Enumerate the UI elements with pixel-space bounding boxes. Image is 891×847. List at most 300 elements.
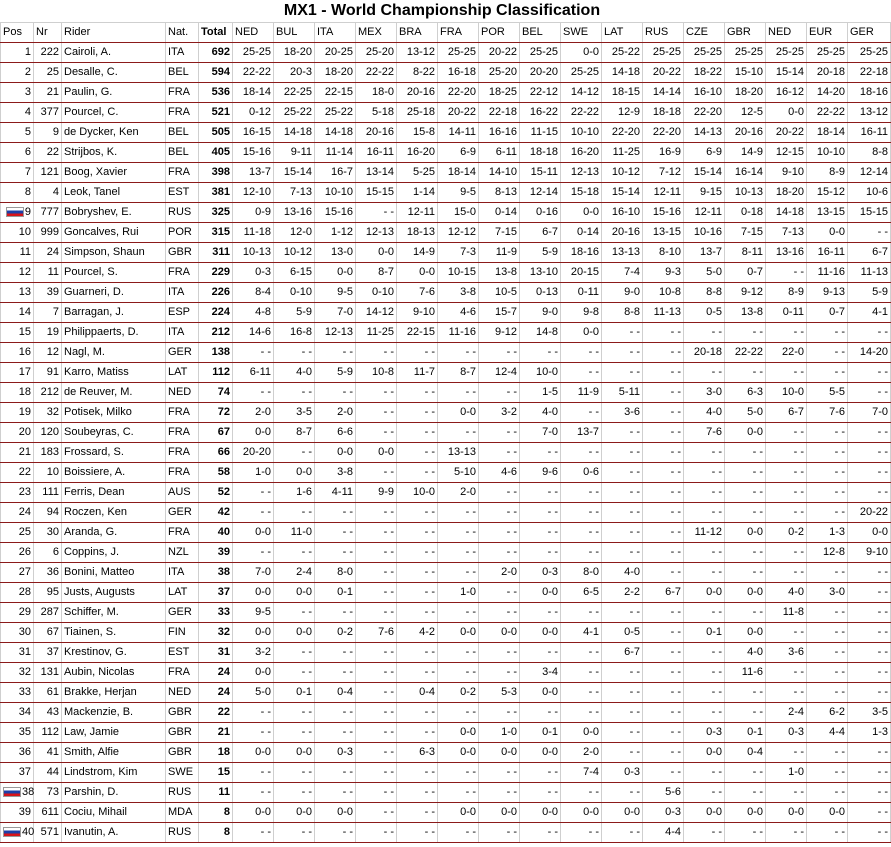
result-cell: 18-20 <box>766 183 807 203</box>
total-cell: 505 <box>199 123 233 143</box>
result-cell: 5-0 <box>725 403 766 423</box>
header-row <box>1 23 891 43</box>
result-cell: 0-2 <box>438 683 479 703</box>
rider-cell: Philippaerts, D. <box>62 323 166 343</box>
column-header-round-16: GER <box>848 23 891 43</box>
result-cell: - - <box>643 723 684 743</box>
result-cell: 15-14 <box>766 63 807 83</box>
result-cell: 10-12 <box>274 243 315 263</box>
result-cell: - - <box>807 783 848 803</box>
result-cell: 6-3 <box>725 383 766 403</box>
result-cell: - - <box>561 363 602 383</box>
result-cell: 4-8 <box>233 303 274 323</box>
result-cell: 25-18 <box>397 103 438 123</box>
nr-cell: 95 <box>34 583 62 603</box>
result-cell: 12-13 <box>315 323 356 343</box>
total-cell: 52 <box>199 483 233 503</box>
result-cell: 0-1 <box>520 723 561 743</box>
total-cell: 15 <box>199 763 233 783</box>
rider-cell: Goncalves, Rui <box>62 223 166 243</box>
result-cell: 0-3 <box>520 563 561 583</box>
result-cell: - - <box>684 323 725 343</box>
pos-cell: 26 <box>1 543 34 563</box>
nat-cell: RUS <box>166 203 199 223</box>
result-cell: 11-18 <box>233 223 274 243</box>
pos-cell: 39 <box>1 803 34 823</box>
result-cell: - - <box>397 503 438 523</box>
total-cell: 74 <box>199 383 233 403</box>
result-cell: 12-4 <box>479 363 520 383</box>
result-cell: - - <box>397 583 438 603</box>
result-cell: - - <box>684 463 725 483</box>
result-cell: 6-3 <box>397 743 438 763</box>
result-cell: - - <box>397 723 438 743</box>
result-cell: 5-6 <box>643 783 684 803</box>
result-cell: 15-0 <box>438 203 479 223</box>
result-cell: 1-6 <box>274 483 315 503</box>
result-cell: - - <box>807 683 848 703</box>
result-cell: - - <box>438 343 479 363</box>
result-cell: 0-0 <box>233 743 274 763</box>
result-cell: 8-8 <box>684 283 725 303</box>
pos-cell: 25 <box>1 523 34 543</box>
result-cell: - - <box>807 623 848 643</box>
result-cell: 11-9 <box>561 383 602 403</box>
result-cell: 11-16 <box>438 323 479 343</box>
pos-value: 9 <box>24 206 31 218</box>
table-row <box>1 323 891 343</box>
result-cell: 3-0 <box>807 583 848 603</box>
table-row <box>1 623 891 643</box>
result-cell: 20-22 <box>643 63 684 83</box>
result-cell: 6-7 <box>602 643 643 663</box>
result-cell: - - <box>766 463 807 483</box>
result-cell: - - <box>602 483 643 503</box>
result-cell: - - <box>315 343 356 363</box>
column-header-round-13: GBR <box>725 23 766 43</box>
result-cell: 0-5 <box>602 623 643 643</box>
result-cell: - - <box>684 543 725 563</box>
result-cell: 0-0 <box>725 803 766 823</box>
result-cell: - - <box>397 643 438 663</box>
table-row <box>1 523 891 543</box>
result-cell: 0-0 <box>233 803 274 823</box>
nat-cell: FRA <box>166 463 199 483</box>
result-cell: 20-20 <box>520 63 561 83</box>
rider-cell: Cociu, Mihail <box>62 803 166 823</box>
result-cell: 18-16 <box>561 243 602 263</box>
nr-cell: 571 <box>34 823 62 843</box>
result-cell: 5-25 <box>397 163 438 183</box>
nat-cell: GBR <box>166 243 199 263</box>
total-cell: 67 <box>199 423 233 443</box>
result-cell: 7-0 <box>233 563 274 583</box>
result-cell: 0-3 <box>315 743 356 763</box>
total-cell: 536 <box>199 83 233 103</box>
result-cell: - - <box>520 783 561 803</box>
result-cell: 10-10 <box>315 183 356 203</box>
result-cell: 10-0 <box>520 363 561 383</box>
rider-cell: Bonini, Matteo <box>62 563 166 583</box>
nat-cell: BEL <box>166 123 199 143</box>
result-cell: 22-25 <box>274 83 315 103</box>
result-cell: - - <box>848 223 891 243</box>
result-cell: 1-0 <box>479 723 520 743</box>
pos-cell: 6 <box>1 143 34 163</box>
result-cell: 9-11 <box>274 143 315 163</box>
result-cell: 0-10 <box>356 283 397 303</box>
total-cell: 39 <box>199 543 233 563</box>
rider-cell: Justs, Augusts <box>62 583 166 603</box>
result-cell: - - <box>643 383 684 403</box>
pos-cell: 24 <box>1 503 34 523</box>
result-cell: 0-0 <box>438 623 479 643</box>
nat-cell: GER <box>166 603 199 623</box>
result-cell: 0-0 <box>315 263 356 283</box>
result-cell: 0-7 <box>807 303 848 323</box>
nat-cell: GBR <box>166 743 199 763</box>
result-cell: 22-18 <box>848 63 891 83</box>
nat-cell: GER <box>166 503 199 523</box>
result-cell: - - <box>602 463 643 483</box>
pos-cell <box>1 783 34 803</box>
result-cell: - - <box>807 483 848 503</box>
result-cell: 0-0 <box>233 423 274 443</box>
result-cell: 20-18 <box>807 63 848 83</box>
result-cell: 0-0 <box>561 723 602 743</box>
nr-cell: 41 <box>34 743 62 763</box>
result-cell: - - <box>356 803 397 823</box>
result-cell: 9-12 <box>479 323 520 343</box>
result-cell: 22-15 <box>397 323 438 343</box>
pos-cell: 17 <box>1 363 34 383</box>
result-cell: 13-15 <box>807 203 848 223</box>
pos-cell: 30 <box>1 623 34 643</box>
result-cell: 20-16 <box>725 123 766 143</box>
result-cell: - - <box>397 343 438 363</box>
column-header-round-14: NED <box>766 23 807 43</box>
rider-cell: Coppins, J. <box>62 543 166 563</box>
result-cell: 22-22 <box>233 63 274 83</box>
result-cell: 14-9 <box>725 143 766 163</box>
table-row <box>1 823 891 843</box>
nr-cell: 94 <box>34 503 62 523</box>
result-cell: 12-5 <box>725 103 766 123</box>
table-row <box>1 703 891 723</box>
table-row <box>1 803 891 823</box>
pos-cell: 16 <box>1 343 34 363</box>
result-cell: 12-13 <box>561 163 602 183</box>
result-cell: 7-13 <box>274 183 315 203</box>
nat-cell: BEL <box>166 143 199 163</box>
nr-cell: 67 <box>34 623 62 643</box>
table-row <box>1 123 891 143</box>
result-cell: 11-6 <box>725 663 766 683</box>
result-cell: 25-25 <box>725 43 766 63</box>
result-cell: - - <box>807 563 848 583</box>
result-cell: 14-10 <box>479 163 520 183</box>
table-row <box>1 663 891 683</box>
result-cell: 1-3 <box>848 723 891 743</box>
result-cell: 20-20 <box>233 443 274 463</box>
result-cell: 13-12 <box>397 43 438 63</box>
nr-cell: 9 <box>34 123 62 143</box>
rider-cell: Boog, Xavier <box>62 163 166 183</box>
total-cell: 692 <box>199 43 233 63</box>
result-cell: 13-14 <box>356 163 397 183</box>
total-cell: 11 <box>199 783 233 803</box>
result-cell: 20-15 <box>561 263 602 283</box>
pos-cell: 5 <box>1 123 34 143</box>
total-cell: 58 <box>199 463 233 483</box>
result-cell: 25-20 <box>479 63 520 83</box>
result-cell: 12-13 <box>356 223 397 243</box>
result-cell: 9-0 <box>520 303 561 323</box>
result-cell: 3-2 <box>233 643 274 663</box>
result-cell: - - <box>766 623 807 643</box>
result-cell: 22-22 <box>725 343 766 363</box>
nr-cell: 32 <box>34 403 62 423</box>
result-cell: - - <box>848 763 891 783</box>
result-cell: - - <box>602 323 643 343</box>
result-cell: 11-13 <box>848 263 891 283</box>
total-cell: 381 <box>199 183 233 203</box>
result-cell: - - <box>643 663 684 683</box>
result-cell: - - <box>274 783 315 803</box>
result-cell: 18-14 <box>438 163 479 183</box>
result-cell: - - <box>274 643 315 663</box>
result-cell: 7-6 <box>356 623 397 643</box>
nat-cell: EST <box>166 183 199 203</box>
result-cell: 8-4 <box>233 283 274 303</box>
result-cell: - - <box>520 703 561 723</box>
result-cell: 16-15 <box>233 123 274 143</box>
result-cell: 4-0 <box>725 643 766 663</box>
nat-cell: GBR <box>166 723 199 743</box>
column-header-round-9: SWE <box>561 23 602 43</box>
pos-cell: 20 <box>1 423 34 443</box>
total-cell: 398 <box>199 163 233 183</box>
result-cell: - - <box>561 643 602 663</box>
result-cell: - - <box>397 383 438 403</box>
result-cell: 12-11 <box>684 203 725 223</box>
result-cell: - - <box>438 763 479 783</box>
nat-cell: NED <box>166 683 199 703</box>
nat-cell: FRA <box>166 443 199 463</box>
result-cell: 3-6 <box>602 403 643 423</box>
result-cell: 9-5 <box>233 603 274 623</box>
table-row <box>1 563 891 583</box>
result-cell: - - <box>602 523 643 543</box>
pos-cell: 4 <box>1 103 34 123</box>
result-cell: 15-14 <box>602 183 643 203</box>
result-cell: 5-18 <box>356 103 397 123</box>
result-cell: 8-7 <box>438 363 479 383</box>
result-cell: - - <box>274 663 315 683</box>
result-cell: - - <box>356 823 397 843</box>
nat-cell: SWE <box>166 763 199 783</box>
result-cell: 10-12 <box>602 163 643 183</box>
result-cell: - - <box>315 543 356 563</box>
result-cell: 1-0 <box>233 463 274 483</box>
result-cell: - - <box>561 683 602 703</box>
nr-cell: 73 <box>34 783 62 803</box>
result-cell: - - <box>315 783 356 803</box>
result-cell: 10-8 <box>356 363 397 383</box>
result-cell: 5-9 <box>848 283 891 303</box>
result-cell: 0-0 <box>274 623 315 643</box>
column-header-round-11: RUS <box>643 23 684 43</box>
result-cell: - - <box>274 543 315 563</box>
result-cell: 12-10 <box>233 183 274 203</box>
result-cell: 14-20 <box>848 343 891 363</box>
result-cell: - - <box>520 343 561 363</box>
result-cell: 14-20 <box>807 83 848 103</box>
total-cell: 24 <box>199 663 233 683</box>
nat-cell: ITA <box>166 563 199 583</box>
pos-cell: 1 <box>1 43 34 63</box>
result-cell: 0-0 <box>520 803 561 823</box>
pos-value: 40 <box>22 826 35 838</box>
result-cell: - - <box>520 503 561 523</box>
nat-cell: GER <box>166 343 199 363</box>
result-cell: 22-20 <box>602 123 643 143</box>
total-cell: 8 <box>199 803 233 823</box>
result-cell: 0-0 <box>725 523 766 543</box>
result-cell: 0-0 <box>397 263 438 283</box>
result-cell: 20-16 <box>356 123 397 143</box>
result-cell: 3-8 <box>315 463 356 483</box>
result-cell: - - <box>438 523 479 543</box>
result-cell: 0-3 <box>643 803 684 823</box>
table-row <box>1 183 891 203</box>
result-cell: 5-9 <box>315 363 356 383</box>
result-cell: - - <box>397 763 438 783</box>
result-cell: 12-11 <box>397 203 438 223</box>
result-cell: 7-6 <box>807 403 848 423</box>
nat-cell: BEL <box>166 63 199 83</box>
result-cell: 22-15 <box>315 83 356 103</box>
result-cell: - - <box>643 563 684 583</box>
result-cell: 0-0 <box>438 403 479 423</box>
total-cell: 229 <box>199 263 233 283</box>
table-row <box>1 363 891 383</box>
result-cell: - - <box>848 323 891 343</box>
result-cell: 8-10 <box>643 243 684 263</box>
result-cell: - - <box>725 483 766 503</box>
result-cell: 5-10 <box>438 463 479 483</box>
result-cell: 3-5 <box>848 703 891 723</box>
rider-cell: Law, Jamie <box>62 723 166 743</box>
result-cell: 0-1 <box>725 723 766 743</box>
result-cell: 7-0 <box>848 403 891 423</box>
pos-cell: 34 <box>1 703 34 723</box>
result-cell: 6-7 <box>766 403 807 423</box>
result-cell: 0-3 <box>233 263 274 283</box>
pos-cell: 37 <box>1 763 34 783</box>
result-cell: 14-13 <box>684 123 725 143</box>
result-cell: 4-0 <box>520 403 561 423</box>
result-cell: - - <box>561 703 602 723</box>
result-cell: 9-9 <box>356 483 397 503</box>
result-cell: 25-25 <box>848 43 891 63</box>
column-header-round-12: CZE <box>684 23 725 43</box>
column-header-nr: Nr <box>34 23 62 43</box>
result-cell: 0-0 <box>766 803 807 823</box>
result-cell: 0-3 <box>602 763 643 783</box>
result-cell: - - <box>561 403 602 423</box>
column-header-round-5: BRA <box>397 23 438 43</box>
result-cell: - - <box>356 603 397 623</box>
result-cell: - - <box>479 443 520 463</box>
result-cell: - - <box>356 703 397 723</box>
total-cell: 594 <box>199 63 233 83</box>
result-cell: - - <box>438 383 479 403</box>
rider-cell: Potisek, Milko <box>62 403 166 423</box>
table-row <box>1 763 891 783</box>
result-cell: 16-11 <box>807 243 848 263</box>
result-cell: 0-0 <box>848 523 891 543</box>
result-cell: - - <box>848 823 891 843</box>
nr-cell: 25 <box>34 63 62 83</box>
result-cell: 0-4 <box>725 743 766 763</box>
total-cell: 315 <box>199 223 233 243</box>
result-cell: - - <box>356 403 397 423</box>
table-row <box>1 243 891 263</box>
result-cell: 1-0 <box>438 583 479 603</box>
nr-cell: 777 <box>34 203 62 223</box>
pos-cell: 31 <box>1 643 34 663</box>
result-cell: 18-15 <box>602 83 643 103</box>
rider-cell: Ferris, Dean <box>62 483 166 503</box>
result-cell: - - <box>725 683 766 703</box>
result-cell: - - <box>315 643 356 663</box>
result-cell: - - <box>479 643 520 663</box>
result-cell: - - <box>561 783 602 803</box>
result-cell: 0-0 <box>315 443 356 463</box>
result-cell: - - <box>315 383 356 403</box>
result-cell: 25-25 <box>643 43 684 63</box>
result-cell: - - <box>274 703 315 723</box>
result-cell: - - <box>684 763 725 783</box>
result-cell: 9-10 <box>397 303 438 323</box>
nr-cell: 212 <box>34 383 62 403</box>
nr-cell: 39 <box>34 283 62 303</box>
result-cell: 22-22 <box>561 103 602 123</box>
nr-cell: 43 <box>34 703 62 723</box>
result-cell: 0-0 <box>725 423 766 443</box>
result-cell: - - <box>684 503 725 523</box>
result-cell: - - <box>274 723 315 743</box>
result-cell: 15-16 <box>643 203 684 223</box>
result-cell: - - <box>479 543 520 563</box>
rider-cell: Pourcel, S. <box>62 263 166 283</box>
table-row <box>1 203 891 223</box>
result-cell: - - <box>766 443 807 463</box>
result-cell: - - <box>602 423 643 443</box>
result-cell: 9-10 <box>848 543 891 563</box>
result-cell: 9-0 <box>602 283 643 303</box>
result-cell: - - <box>725 503 766 523</box>
result-cell: 13-7 <box>233 163 274 183</box>
nr-cell: 7 <box>34 303 62 323</box>
pos-cell: 27 <box>1 563 34 583</box>
result-cell: - - <box>848 803 891 823</box>
table-row <box>1 223 891 243</box>
result-cell: 0-4 <box>315 683 356 703</box>
result-cell: - - <box>643 703 684 723</box>
result-cell: 0-0 <box>520 623 561 643</box>
